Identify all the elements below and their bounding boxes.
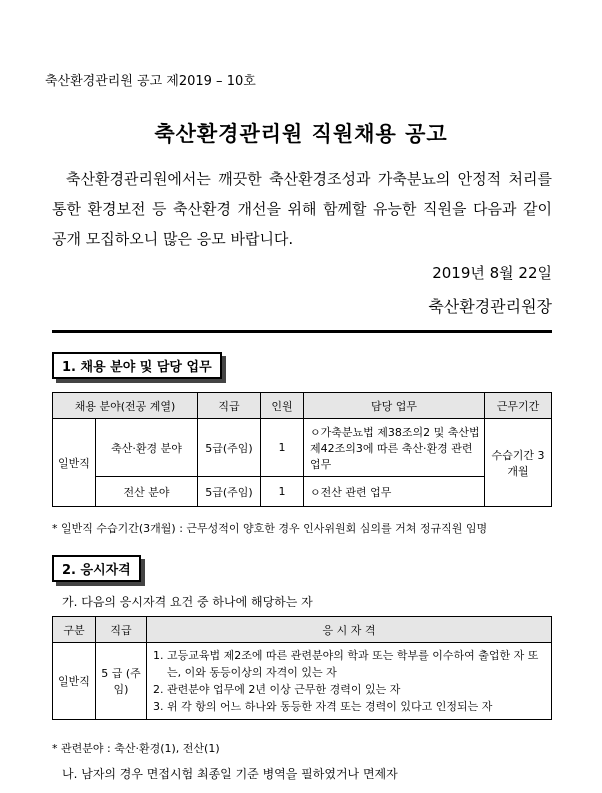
qualification-table xyxy=(52,616,552,720)
list-item: 1. 고등교육법 제2조에 따른 관련분야의 학과 또는 학부를 이수하여 출업한 자 또는, 이와 동등이상의 자격이 있는 자 xyxy=(153,649,539,679)
job-duty: ㅇ전산 관련 업무 xyxy=(304,477,485,507)
job-duty: ㅇ가축분뇨법 제38조의2 및 축산법 제42조의3에 따른 축산·환경 관련 업무 xyxy=(304,419,485,477)
probation-note: * 일반직 수습기간(3개월) : 근무성적이 양호한 경우 인사위원회 심의를 거쳐 정규직원 임명 xyxy=(52,522,488,535)
list-item: 2. 관련분야 업무에 2년 이상 근무한 경력이 있는 자 xyxy=(153,683,401,696)
qual-header-requirements: 응 시 자 격 xyxy=(147,617,552,643)
military-requirement: 나. 남자의 경우 면접시험 최종일 기준 병역을 필하였거나 면제자 xyxy=(62,767,398,781)
list-item: 3. 위 각 항의 어느 하나와 동등한 자격 또는 경력이 있다고 인정되는 자 xyxy=(153,700,493,713)
job-grade: 5급(주임) xyxy=(198,419,261,477)
qualification-intro: 가. 다음의 응시자격 요건 중 하나에 해당하는 자 xyxy=(62,595,313,609)
notice-number: 축산환경관리원 공고 제2019 – 10호 xyxy=(45,74,256,89)
qual-grade: 5 급 (주임) xyxy=(96,643,147,720)
job-header-grade: 직급 xyxy=(198,393,261,419)
qual-header-grade: 직급 xyxy=(96,617,147,643)
table-row xyxy=(53,419,552,477)
intro-text: 축산환경관리원에서는 깨끗한 축산환경조성과 가축분뇨의 안정적 처리를 통한 환경보전 등 축산환경 개선을 위해 함께할 유능한 직원을 다음과 같이 공개 모집하오니 많은 응모 바랍니다. xyxy=(52,170,552,248)
qualification-list xyxy=(153,643,548,719)
job-period: 수습기간 3개월 xyxy=(485,419,552,507)
job-grade: 5급(주임) xyxy=(198,477,261,507)
job-table-header-row xyxy=(53,393,552,419)
job-header-field: 채용 분야(전공 계열) xyxy=(53,393,198,419)
section2-heading: 2. 응시자격 xyxy=(52,555,141,582)
qual-category: 일반직 xyxy=(53,643,96,720)
intro-paragraph xyxy=(52,164,552,254)
job-field: 축산·환경 분야 xyxy=(96,419,198,477)
divider xyxy=(52,330,552,333)
table-row xyxy=(53,477,552,507)
section1-heading: 1. 채용 분야 및 담당 업무 xyxy=(52,352,222,379)
job-field: 전산 분야 xyxy=(96,477,198,507)
issuer-name: 축산환경관리원장 xyxy=(428,297,552,316)
notice-date: 2019년 8월 22일 xyxy=(432,264,552,282)
table-row xyxy=(53,643,552,720)
qual-table-header-row xyxy=(53,617,552,643)
qual-header-category: 구분 xyxy=(53,617,96,643)
job-header-period: 근무기간 xyxy=(485,393,552,419)
page-title: 축산환경관리원 직원채용 공고 xyxy=(154,122,448,146)
job-count: 1 xyxy=(261,419,304,477)
job-count: 1 xyxy=(261,477,304,507)
job-category: 일반직 xyxy=(53,419,96,507)
job-table xyxy=(52,392,552,507)
related-field-note: * 관련분야 : 축산·환경(1), 전산(1) xyxy=(52,742,220,755)
job-header-count: 인원 xyxy=(261,393,304,419)
job-header-duty: 담당 업무 xyxy=(304,393,485,419)
